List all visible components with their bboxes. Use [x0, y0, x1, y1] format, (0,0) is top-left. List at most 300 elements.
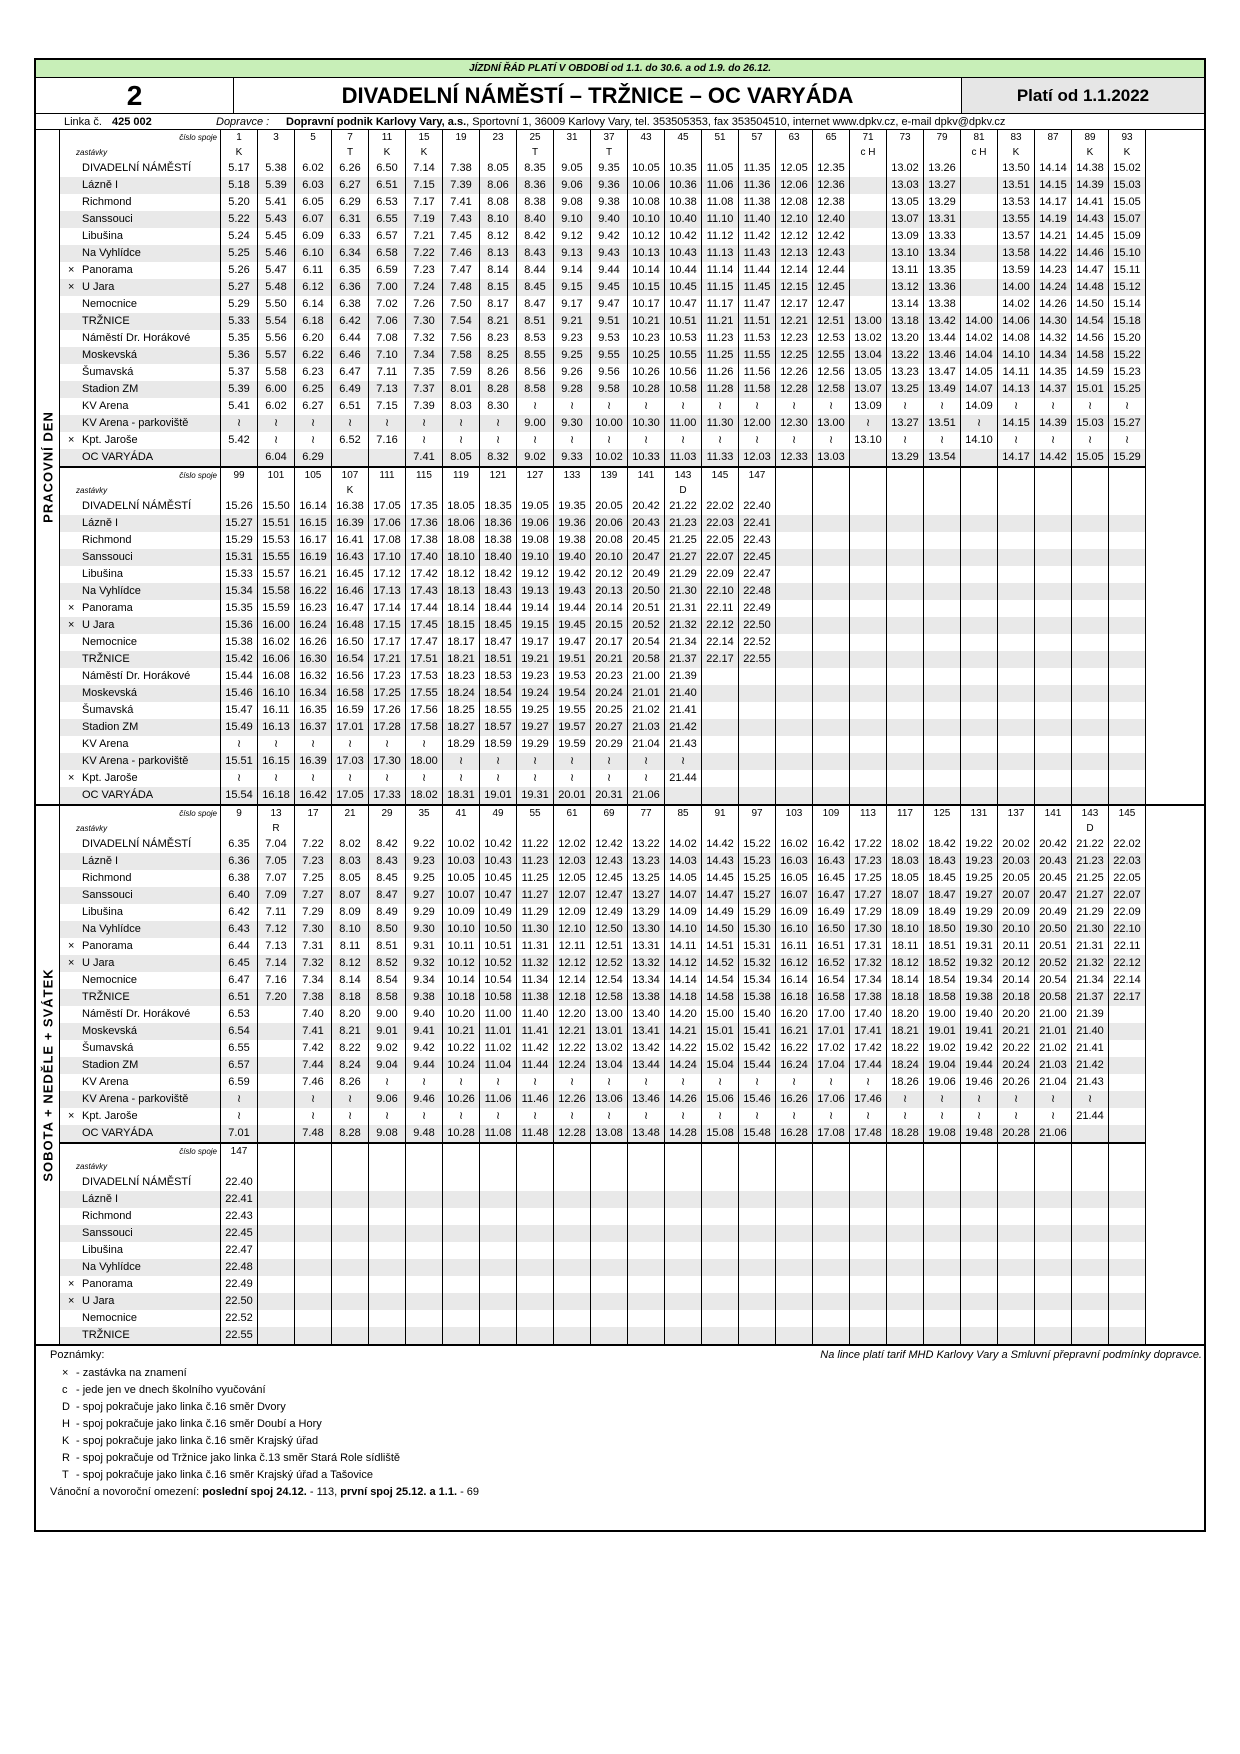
departure-time — [554, 1310, 591, 1327]
departure-time: 8.12 — [480, 228, 517, 245]
departure-time: ≀ — [887, 1108, 924, 1125]
departure-time: 20.05 — [591, 498, 628, 515]
departure-time: ≀ — [813, 398, 850, 415]
trip-note — [221, 1160, 258, 1174]
trip-note — [887, 484, 924, 498]
departure-time — [369, 1208, 406, 1225]
departure-time: 15.22 — [739, 836, 776, 853]
departure-time: 5.22 — [221, 211, 258, 228]
departure-time: 16.26 — [295, 634, 332, 651]
departure-time: 11.06 — [702, 177, 739, 194]
stop-name-cell — [60, 787, 221, 804]
departure-time — [665, 1293, 702, 1310]
trip-number: 73 — [887, 130, 924, 146]
trip-note — [998, 484, 1035, 498]
departure-time — [961, 1225, 998, 1242]
departure-time: 9.55 — [591, 347, 628, 364]
departure-time: 5.43 — [258, 211, 295, 228]
departure-time: 21.22 — [665, 498, 702, 515]
departure-time: 19.06 — [924, 1074, 961, 1091]
departure-time: 11.47 — [739, 296, 776, 313]
stop-row — [60, 398, 1146, 415]
departure-time: 22.10 — [702, 583, 739, 600]
departure-time: 14.32 — [1035, 330, 1072, 347]
trip-note — [295, 484, 332, 498]
departure-time: 14.07 — [961, 381, 998, 398]
trip-note — [702, 146, 739, 160]
departure-time — [1035, 498, 1072, 515]
departure-time: 6.04 — [258, 449, 295, 466]
departure-time — [1109, 600, 1146, 617]
departure-time — [924, 787, 961, 804]
dopravce-label: Dopravce : — [216, 116, 270, 128]
departure-time: 18.36 — [480, 515, 517, 532]
departure-time: 15.57 — [258, 566, 295, 583]
trip-number — [776, 1144, 813, 1160]
departure-time — [961, 651, 998, 668]
departure-time: 6.35 — [332, 262, 369, 279]
stop-row — [60, 1074, 1146, 1091]
departure-time — [998, 600, 1035, 617]
trip-note — [739, 1160, 776, 1174]
departure-time — [480, 1327, 517, 1344]
stop-name: Lázně I — [82, 517, 119, 529]
departure-time: ≀ — [961, 1091, 998, 1108]
departure-time — [776, 1327, 813, 1344]
departure-time — [813, 668, 850, 685]
departure-time: 12.56 — [813, 364, 850, 381]
trip-note — [332, 1160, 369, 1174]
departure-time: 16.02 — [258, 634, 295, 651]
departure-time: 21.06 — [628, 787, 665, 804]
departure-time — [776, 651, 813, 668]
departure-time: 9.10 — [554, 211, 591, 228]
stop-name: Panorama — [82, 940, 133, 952]
trip-number: 83 — [998, 130, 1035, 146]
departure-time: 7.13 — [369, 381, 406, 398]
stop-row — [60, 955, 1146, 972]
departure-time: 8.02 — [332, 836, 369, 853]
stop-name-cell — [60, 566, 221, 583]
departure-time: 22.09 — [1109, 904, 1146, 921]
stop-row — [60, 296, 1146, 313]
departure-time: 22.09 — [702, 566, 739, 583]
trip-number: 141 — [628, 468, 665, 484]
departure-time: 16.21 — [295, 566, 332, 583]
departure-time: 16.30 — [295, 651, 332, 668]
departure-time: 22.48 — [739, 583, 776, 600]
departure-time: 11.06 — [480, 1091, 517, 1108]
trip-note — [591, 1160, 628, 1174]
departure-time — [924, 736, 961, 753]
departure-time: 12.05 — [776, 160, 813, 177]
departure-time: 11.42 — [517, 1040, 554, 1057]
departure-time — [480, 1208, 517, 1225]
departure-time — [813, 1191, 850, 1208]
departure-time: 12.12 — [776, 228, 813, 245]
departure-time: 18.21 — [443, 651, 480, 668]
departure-time: 19.40 — [961, 1006, 998, 1023]
departure-time: 15.02 — [702, 1040, 739, 1057]
stop-row — [60, 583, 1146, 600]
trip-header-cell — [60, 806, 221, 822]
stop-name-cell — [60, 955, 221, 972]
stop-name: OC VARYÁDA — [82, 1127, 154, 1139]
departure-time: 13.20 — [887, 330, 924, 347]
departure-time: 18.10 — [443, 549, 480, 566]
departure-time: 5.54 — [258, 313, 295, 330]
departure-time — [1109, 549, 1146, 566]
stop-name: Moskevská — [82, 687, 138, 699]
stop-name-cell — [60, 398, 221, 415]
departure-time — [776, 770, 813, 787]
departure-time: 21.32 — [1072, 955, 1109, 972]
departure-time — [332, 1259, 369, 1276]
departure-time: 22.03 — [1109, 853, 1146, 870]
departure-time — [1035, 1327, 1072, 1344]
departure-time — [258, 1276, 295, 1293]
departure-time: 7.34 — [295, 972, 332, 989]
departure-time: 19.31 — [517, 787, 554, 804]
departure-time: 9.38 — [591, 194, 628, 211]
departure-time: 14.05 — [665, 870, 702, 887]
departure-time: 5.38 — [258, 160, 295, 177]
stop-row — [60, 1225, 1146, 1242]
departure-time: 19.46 — [961, 1074, 998, 1091]
departure-time: 6.51 — [369, 177, 406, 194]
departure-time: 16.00 — [258, 617, 295, 634]
stop-name: KV Arena — [82, 400, 129, 412]
trip-number — [628, 1144, 665, 1160]
departure-time: 7.00 — [369, 279, 406, 296]
departure-time: 9.29 — [406, 904, 443, 921]
departure-time: 17.47 — [406, 634, 443, 651]
departure-time — [665, 1242, 702, 1259]
departure-time: 15.03 — [1109, 177, 1146, 194]
stop-name: Stadion ZM — [82, 1059, 139, 1071]
departure-time — [776, 515, 813, 532]
departure-time: ≀ — [628, 432, 665, 449]
stop-name: Nemocnice — [82, 974, 138, 986]
departure-time: 7.20 — [258, 989, 295, 1006]
departure-time — [998, 532, 1035, 549]
departure-time: 10.05 — [443, 870, 480, 887]
departure-time: 15.42 — [739, 1040, 776, 1057]
departure-time — [776, 685, 813, 702]
trip-number — [554, 1144, 591, 1160]
departure-time: 21.23 — [665, 515, 702, 532]
departure-time — [369, 1174, 406, 1191]
departure-time — [517, 1174, 554, 1191]
departure-time: 22.12 — [1109, 955, 1146, 972]
stop-name: Sanssouci — [82, 213, 133, 225]
departure-time — [887, 1208, 924, 1225]
departure-time: 7.23 — [295, 853, 332, 870]
departure-time — [1109, 532, 1146, 549]
departure-time — [295, 1174, 332, 1191]
departure-time: 19.47 — [554, 634, 591, 651]
departure-time — [1072, 770, 1109, 787]
departure-time: 21.43 — [665, 736, 702, 753]
departure-time — [1109, 515, 1146, 532]
stop-name-cell — [60, 634, 221, 651]
departure-time: 11.02 — [480, 1040, 517, 1057]
departure-time — [850, 498, 887, 515]
departure-time: 11.10 — [702, 211, 739, 228]
departure-time — [961, 228, 998, 245]
departure-time: 6.33 — [332, 228, 369, 245]
departure-time: 7.12 — [258, 921, 295, 938]
departure-time: 8.05 — [443, 449, 480, 466]
departure-time: 6.50 — [369, 160, 406, 177]
trip-note — [813, 1160, 850, 1174]
departure-time — [1072, 515, 1109, 532]
departure-time: 21.01 — [1035, 1023, 1072, 1040]
departure-time — [850, 177, 887, 194]
departure-time: 18.49 — [924, 904, 961, 921]
trip-number: 89 — [1072, 130, 1109, 146]
departure-time — [924, 651, 961, 668]
departure-time: 15.46 — [739, 1091, 776, 1108]
departure-time — [1072, 498, 1109, 515]
departure-time — [1109, 719, 1146, 736]
stop-row — [60, 1242, 1146, 1259]
departure-time: 10.30 — [628, 415, 665, 432]
departure-time — [887, 770, 924, 787]
trip-note — [628, 484, 665, 498]
departure-time: 12.28 — [776, 381, 813, 398]
departure-time — [369, 1225, 406, 1242]
stop-row — [60, 736, 1146, 753]
stop-name: Kpt. Jaroše — [82, 1110, 138, 1122]
stop-name: Sanssouci — [82, 1227, 133, 1239]
stop-name: Libušina — [82, 1244, 123, 1256]
departure-time: 21.37 — [665, 651, 702, 668]
departure-time: 15.58 — [258, 583, 295, 600]
stop-name: Richmond — [82, 1210, 132, 1222]
legend-mark: K — [62, 1435, 70, 1447]
departure-time: 21.40 — [665, 685, 702, 702]
departure-time: 7.39 — [443, 177, 480, 194]
stop-row — [60, 972, 1146, 989]
departure-time — [813, 787, 850, 804]
departure-time: 11.23 — [702, 330, 739, 347]
departure-time: 14.10 — [998, 347, 1035, 364]
departure-time: 19.44 — [554, 600, 591, 617]
departure-time — [813, 1310, 850, 1327]
departure-time: 18.20 — [887, 1006, 924, 1023]
departure-time: ≀ — [406, 432, 443, 449]
stop-row — [60, 330, 1146, 347]
departure-time: 6.02 — [295, 160, 332, 177]
departure-time: 11.05 — [702, 160, 739, 177]
departure-time — [887, 1276, 924, 1293]
departure-time: 12.14 — [776, 262, 813, 279]
departure-time: 14.04 — [961, 347, 998, 364]
trip-number — [295, 1144, 332, 1160]
departure-time: 10.22 — [443, 1040, 480, 1057]
trip-number: 71 — [850, 130, 887, 146]
departure-time — [887, 787, 924, 804]
departure-time: 19.44 — [961, 1057, 998, 1074]
departure-time — [443, 1310, 480, 1327]
request-stop-mark: × — [68, 1295, 75, 1307]
departure-time: 8.30 — [480, 398, 517, 415]
trip-number — [1072, 1144, 1109, 1160]
departure-time — [332, 449, 369, 466]
departure-time: 19.25 — [961, 870, 998, 887]
departure-time — [813, 566, 850, 583]
departure-time — [850, 1293, 887, 1310]
departure-time: ≀ — [517, 753, 554, 770]
trip-number: 55 — [517, 806, 554, 822]
departure-time: 11.51 — [739, 313, 776, 330]
departure-time: 10.58 — [665, 381, 702, 398]
tariff-note: Na lince platí tarif MHD Karlovy Vary a Smluvní přepravní podmínky dopravce. — [820, 1349, 1202, 1361]
departure-time: 7.41 — [406, 449, 443, 466]
departure-time — [1109, 1242, 1146, 1259]
departure-time — [258, 1006, 295, 1023]
departure-time — [850, 1327, 887, 1344]
departure-time: 6.10 — [295, 245, 332, 262]
departure-time: 10.12 — [628, 228, 665, 245]
departure-time: ≀ — [295, 415, 332, 432]
departure-time: 15.27 — [1109, 415, 1146, 432]
departure-time — [517, 1191, 554, 1208]
departure-time: 10.45 — [665, 279, 702, 296]
legend-item — [62, 1452, 400, 1464]
departure-time: 9.42 — [591, 228, 628, 245]
departure-time: 13.23 — [628, 853, 665, 870]
departure-time: 12.52 — [591, 955, 628, 972]
trip-header-cell — [60, 130, 221, 146]
departure-time: 6.47 — [332, 364, 369, 381]
departure-time: 17.21 — [369, 651, 406, 668]
departure-time: 8.38 — [517, 194, 554, 211]
departure-time: 15.01 — [1072, 381, 1109, 398]
departure-time: 10.38 — [665, 194, 702, 211]
departure-time: 11.22 — [517, 836, 554, 853]
stop-name-cell — [60, 736, 221, 753]
departure-time — [628, 1327, 665, 1344]
departure-time: 12.44 — [813, 262, 850, 279]
trip-number — [1109, 468, 1146, 484]
departure-time: ≀ — [554, 1108, 591, 1125]
departure-time — [1109, 1191, 1146, 1208]
departure-time — [258, 1040, 295, 1057]
trip-number: 91 — [702, 806, 739, 822]
departure-time — [369, 1242, 406, 1259]
departure-time: 12.40 — [813, 211, 850, 228]
departure-time — [924, 1208, 961, 1225]
trip-note — [702, 1160, 739, 1174]
departure-time: ≀ — [258, 432, 295, 449]
departure-time: 13.40 — [628, 1006, 665, 1023]
departure-time: 9.06 — [369, 1091, 406, 1108]
legend-item — [62, 1469, 373, 1481]
departure-time: 7.29 — [295, 904, 332, 921]
trip-number — [665, 1144, 702, 1160]
departure-time: ≀ — [295, 770, 332, 787]
departure-time: 9.44 — [406, 1057, 443, 1074]
departure-time: 8.28 — [480, 381, 517, 398]
departure-time: 6.47 — [221, 972, 258, 989]
request-stop-mark: × — [68, 434, 75, 446]
departure-time: 15.23 — [1109, 364, 1146, 381]
trip-number — [961, 1144, 998, 1160]
departure-time: 10.18 — [443, 989, 480, 1006]
departure-time — [850, 296, 887, 313]
departure-time: 10.58 — [480, 989, 517, 1006]
departure-time: 7.15 — [369, 398, 406, 415]
departure-time: 17.30 — [850, 921, 887, 938]
departure-time: ≀ — [739, 1074, 776, 1091]
departure-time — [850, 1225, 887, 1242]
stop-name: Panorama — [82, 602, 133, 614]
departure-time: 14.48 — [1072, 279, 1109, 296]
departure-time: 7.04 — [258, 836, 295, 853]
departure-time — [665, 1259, 702, 1276]
departure-time: 13.27 — [924, 177, 961, 194]
departure-time — [332, 1242, 369, 1259]
departure-time — [961, 1259, 998, 1276]
departure-time — [554, 1293, 591, 1310]
departure-time: 7.31 — [295, 938, 332, 955]
departure-time — [961, 262, 998, 279]
departure-time — [850, 634, 887, 651]
departure-time: 20.11 — [998, 938, 1035, 955]
departure-time: 19.51 — [554, 651, 591, 668]
stop-row — [60, 1191, 1146, 1208]
departure-time: 8.40 — [517, 211, 554, 228]
departure-time: 8.28 — [332, 1125, 369, 1142]
departure-time — [258, 1074, 295, 1091]
stop-name-cell — [60, 415, 221, 432]
stop-row — [60, 1023, 1146, 1040]
departure-time: 18.24 — [887, 1057, 924, 1074]
departure-time — [850, 668, 887, 685]
departure-time: 8.23 — [480, 330, 517, 347]
departure-time — [1109, 634, 1146, 651]
departure-time: 15.59 — [258, 600, 295, 617]
departure-time — [628, 1310, 665, 1327]
departure-time: 10.14 — [443, 972, 480, 989]
request-stop-mark: × — [68, 940, 75, 952]
route-title: DIVADELNÍ NÁMĚSTÍ – TRŽNICE – OC VARYÁDA — [234, 78, 962, 113]
trip-note — [369, 1160, 406, 1174]
departure-time: 9.12 — [554, 228, 591, 245]
stop-row — [60, 1174, 1146, 1191]
departure-time: 13.14 — [887, 296, 924, 313]
departure-time — [998, 702, 1035, 719]
departure-time — [1072, 1174, 1109, 1191]
departure-time: 18.58 — [924, 989, 961, 1006]
departure-time: 15.51 — [221, 753, 258, 770]
departure-time: 7.14 — [258, 955, 295, 972]
departure-time: 6.25 — [295, 381, 332, 398]
departure-time: 15.18 — [1109, 313, 1146, 330]
departure-time — [554, 1259, 591, 1276]
departure-time — [1109, 1023, 1146, 1040]
trip-number-caption: číslo spoje — [179, 471, 217, 480]
trip-number: 29 — [369, 806, 406, 822]
departure-time — [517, 1259, 554, 1276]
trip-note — [1109, 484, 1146, 498]
departure-time: 18.03 — [887, 853, 924, 870]
departure-time: 5.41 — [221, 398, 258, 415]
departure-time: 20.03 — [998, 853, 1035, 870]
departure-time: 14.39 — [1035, 415, 1072, 432]
